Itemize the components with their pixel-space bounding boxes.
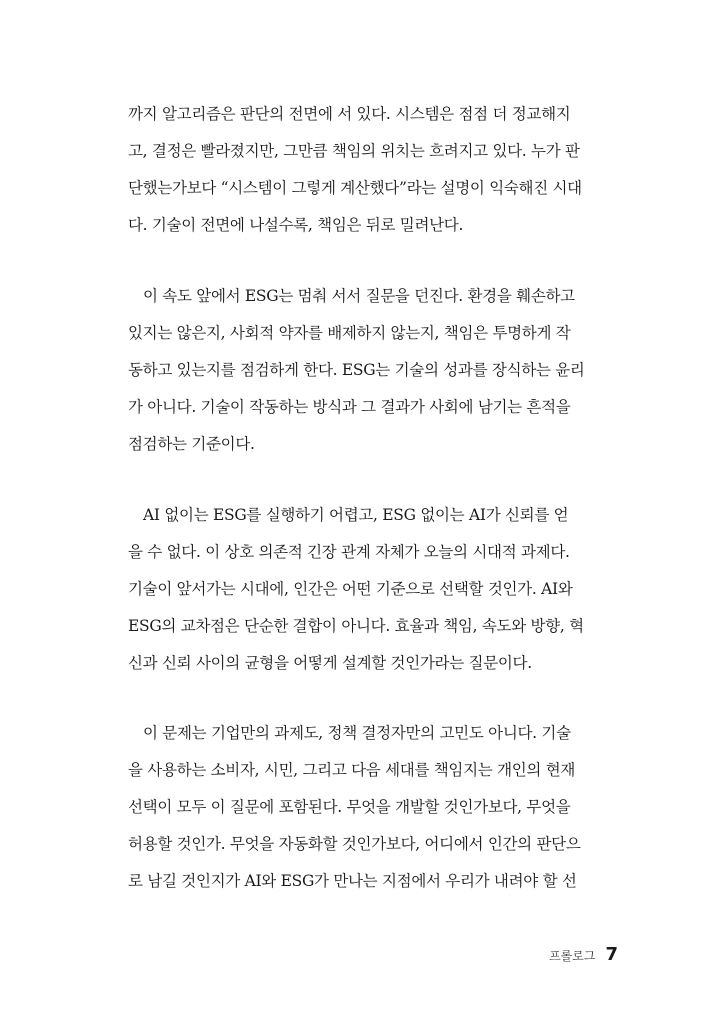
text-line: 점검하는 기준이다. bbox=[128, 435, 255, 453]
text-line: ESG의 교차점은 단순한 결합이 아니다. 효율과 책임, 속도와 방향, 혁 bbox=[128, 617, 584, 635]
text-line: 까지 알고리즘은 판단의 전면에 서 있다. 시스템은 점점 더 정교해지 bbox=[128, 105, 571, 123]
paragraph-1 bbox=[128, 96, 624, 244]
page-number: 7 bbox=[605, 944, 618, 965]
text-line: 다. 기술이 전면에 나설수록, 책임은 뒤로 밀려난다. bbox=[128, 216, 464, 234]
text-line: 있지는 않은지, 사회적 약자를 배제하지 않는지, 책임은 투명하게 작 bbox=[128, 324, 571, 342]
text-line: 허용할 것인가. 무엇을 자동화할 것인가보다, 어디에서 인간의 판단으 bbox=[128, 835, 581, 853]
text-line: 을 사용하는 소비자, 시민, 그리고 다음 세대를 책임지는 개인의 현재 bbox=[128, 761, 576, 779]
text-line: 신과 신뢰 사이의 균형을 어떻게 설계할 것인가라는 질문이다. bbox=[128, 654, 532, 672]
text-line: 이 문제는 기업만의 과제도, 정책 결정자만의 고민도 아니다. 기술 bbox=[143, 724, 571, 742]
text-line: 로 남길 것인지가 AI와 ESG가 만나는 지점에서 우리가 내려야 할 선 bbox=[128, 872, 577, 890]
text-line: 을 수 없다. 이 상호 의존적 긴장 관계 자체가 오늘의 시대적 과제다. bbox=[128, 543, 570, 561]
text-line: 가 아니다. 기술이 작동하는 방식과 그 결과가 사회에 남기는 흔적을 bbox=[128, 398, 571, 416]
text-line: 이 속도 앞에서 ESG는 멈춰 서서 질문을 던진다. 환경을 훼손하고 bbox=[143, 287, 575, 305]
text-line: 동하고 있는지를 점검하게 한다. ESG는 기술의 성과를 장식하는 윤리 bbox=[128, 361, 585, 379]
paragraph-2 bbox=[128, 278, 624, 463]
text-line: 기술이 앞서가는 시대에, 인간은 어떤 기준으로 선택할 것인가. AI와 bbox=[128, 580, 573, 598]
text-line: 고, 결정은 빨라졌지만, 그만큼 책임의 위치는 흐려지고 있다. 누가 판 bbox=[128, 142, 580, 160]
paragraph-4 bbox=[128, 715, 624, 900]
paragraph-3 bbox=[128, 497, 624, 682]
running-footer-section-title: 프롤로그 bbox=[549, 949, 596, 963]
text-line: 단했는가보다 “시스템이 그렇게 계산했다”라는 설명이 익숙해진 시대 bbox=[128, 179, 582, 197]
page-footer bbox=[549, 944, 618, 965]
text-line: AI 없이는 ESG를 실행하기 어렵고, ESG 없이는 AI가 신뢰를 얻 bbox=[143, 506, 569, 524]
text-line: 선택이 모두 이 질문에 포함된다. 무엇을 개발할 것인가보다, 무엇을 bbox=[128, 798, 571, 816]
